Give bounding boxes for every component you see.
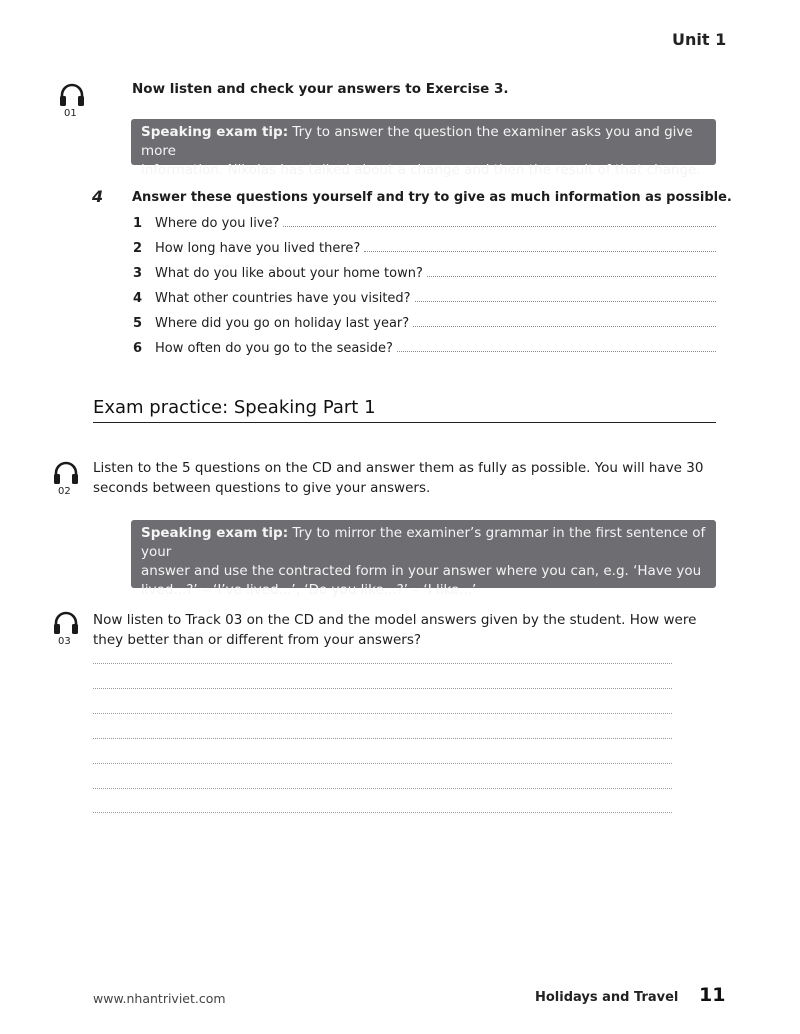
question-item: [133, 291, 716, 316]
tip-text: answer and use the contracted form in your answer where you can, e.g. ‘Have you: [141, 563, 702, 579]
question-text: How often do you go to the seaside?: [155, 341, 393, 356]
writing-line[interactable]: [93, 812, 672, 813]
question-text: What do you like about your home town?: [155, 266, 423, 281]
writing-line[interactable]: [93, 663, 672, 664]
model-answer-instruction: [93, 610, 723, 650]
question-number: 2: [133, 241, 143, 256]
question-item: [133, 266, 716, 291]
question-text: What other countries have you visited?: [155, 291, 411, 306]
writing-line[interactable]: [93, 688, 672, 689]
question-list: [133, 216, 716, 366]
instruction-line: seconds between questions to give your answers.: [93, 480, 431, 496]
answer-line[interactable]: [427, 275, 716, 277]
answer-line[interactable]: [415, 300, 716, 302]
track-number: 02: [58, 486, 71, 497]
footer-url: www.nhantriviet.com: [93, 991, 226, 1006]
track-number: 03: [58, 636, 71, 647]
speaking-tip-box: [131, 119, 716, 178]
instruction-line: Now listen to Track 03 on the CD and the model answers given by the student. How were: [93, 612, 697, 628]
section-divider: [93, 422, 716, 423]
headphones-track-01: [58, 82, 88, 119]
answer-line[interactable]: [397, 350, 716, 352]
headphones-track-02: [52, 460, 82, 497]
headphones-icon: [52, 460, 80, 486]
question-text: Where do you live?: [155, 216, 280, 231]
headphones-track-03: [52, 610, 82, 647]
writing-line[interactable]: [93, 788, 672, 789]
track-number: 01: [64, 108, 77, 119]
speaking-tip-box: [131, 520, 716, 598]
writing-line[interactable]: [93, 738, 672, 739]
instruction-line: they better than or different from your answers?: [93, 632, 422, 648]
question-item: [133, 241, 716, 266]
question-item: [133, 216, 716, 241]
unit-label: Unit 1: [672, 30, 727, 49]
tip-text: Try to answer the question the examiner asks you and give more: [141, 124, 693, 159]
instruction-line: Listen to the 5 questions on the CD and answer them as fully as possible. You will have 30: [93, 460, 704, 476]
question-number: 5: [133, 316, 143, 331]
footer-section-title: Holidays and Travel: [535, 990, 679, 1005]
answer-line[interactable]: [364, 250, 716, 252]
answer-line[interactable]: [413, 325, 716, 327]
page-number: 11: [699, 984, 726, 1006]
answer-line[interactable]: [283, 225, 716, 227]
exercise-instruction: Answer these questions yourself and try to give as much information as possible.: [132, 190, 732, 205]
question-number: 3: [133, 266, 143, 281]
listen-instruction: Now listen and check your answers to Exercise 3.: [132, 81, 509, 97]
question-item: [133, 341, 716, 366]
writing-line[interactable]: [93, 713, 672, 714]
exercise-number: 4: [92, 187, 104, 206]
headphones-icon: [58, 82, 86, 108]
section-title: Exam practice: Speaking Part 1: [93, 397, 376, 418]
tip-label: Speaking exam tip:: [141, 124, 289, 140]
question-item: [133, 316, 716, 341]
tip-text: information. Nikolas has talked about a change and then the result of that change.: [141, 162, 701, 178]
tip-text: Try to mirror the examiner’s grammar in the first sentence of your: [141, 525, 706, 560]
headphones-icon: [52, 610, 80, 636]
question-text: Where did you go on holiday last year?: [155, 316, 410, 331]
question-number: 1: [133, 216, 143, 231]
question-number: 6: [133, 341, 143, 356]
exam-instruction: [93, 458, 723, 498]
tip-label: Speaking exam tip:: [141, 525, 289, 541]
writing-line[interactable]: [93, 763, 672, 764]
question-text: How long have you lived there?: [155, 241, 361, 256]
question-number: 4: [133, 291, 143, 306]
tip-text: lived...?’ – ‘I’ve lived...’, ‘Do you like...?’ – ‘I like...’: [141, 582, 477, 598]
